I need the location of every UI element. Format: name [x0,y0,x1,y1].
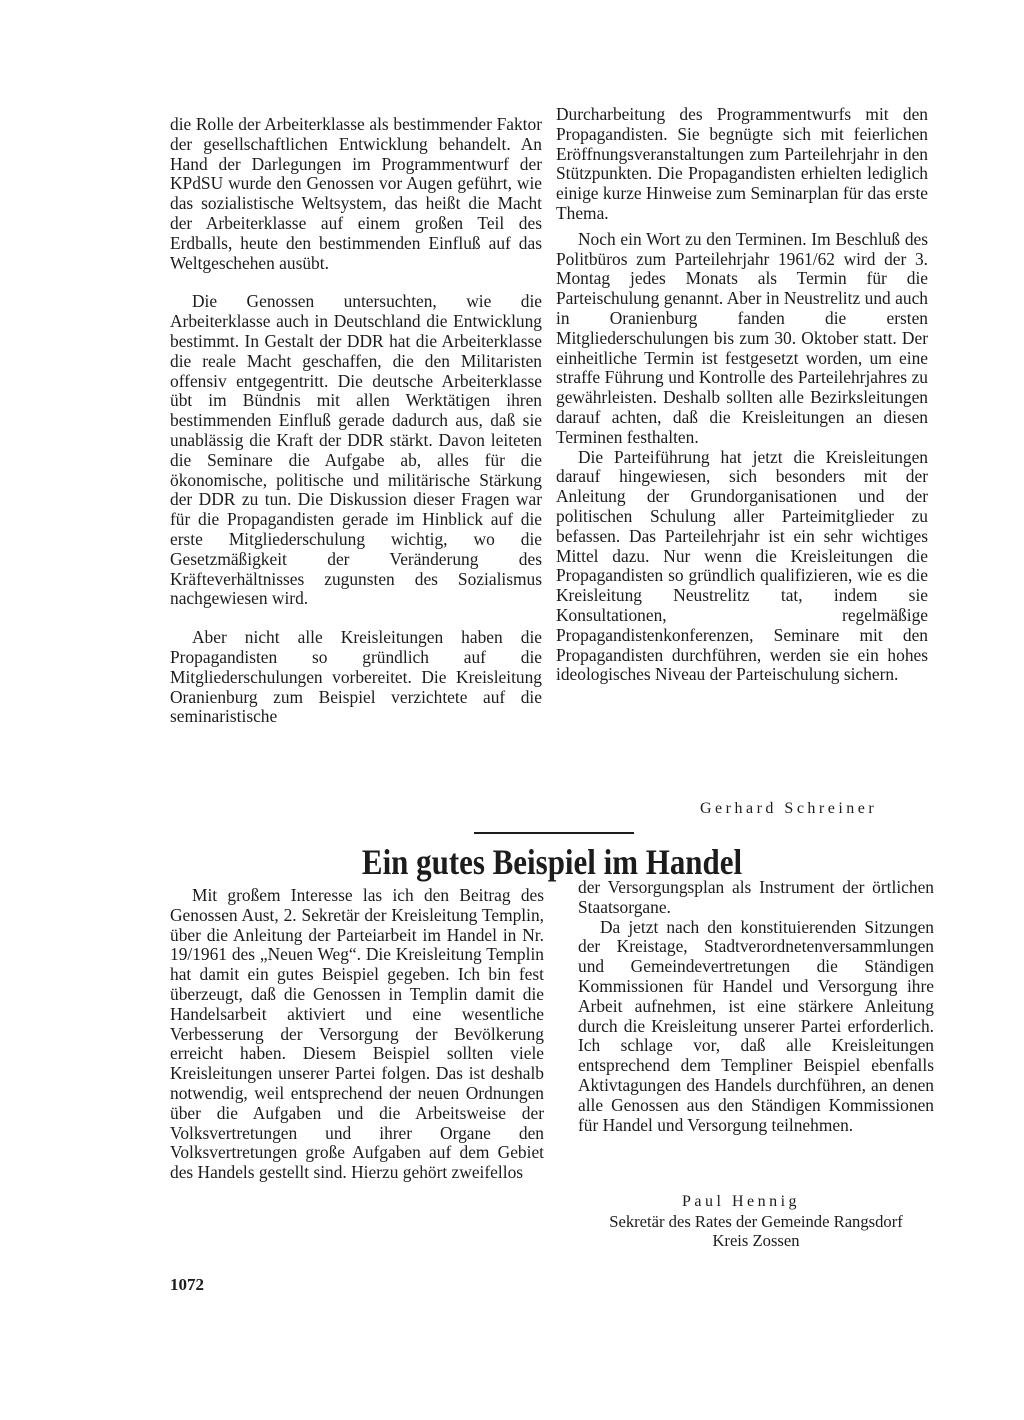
article-two-column-left [170,886,544,1183]
article-headline: Ein gutes Beispiel im Handel [361,842,743,882]
paragraph: Aber nicht alle Kreisleitungen haben die Propagandisten so gründlich auf die Mitgliederschulungen vorbereitet. Die Kreisleitung Oranienburg zum Beispiel verzichtete auf die seminaristische [170,627,542,727]
paragraph: Durcharbeitung des Programmentwurfs mit den Propagandisten. Sie begnügte sich mit feierlichen Eröffnungsveranstaltungen zum Parteilehrjahr in den Stützpunkten. Die Propagandisten erhielten lediglich einige kurze Hinweise zum Seminarplan für das erste Thema. [556,104,928,223]
paragraph: der Versorgungsplan als Instrument der örtlichen Staatsorgane. [578,877,934,917]
paragraph: Die Genossen untersuchten, wie die Arbeiterklasse auch in Deutschland die Entwicklung bestimmt. In Gestalt der DDR hat die Arbeiterklasse die reale Macht geschaffen, die den Militaristen offensiv entgegentritt. Die deutsche Arbeiterklasse übt im Bündnis mit allen Werktätigen ihren bestimmenden Einfluß gerade dadurch aus, daß sie unablässig die Kraft der DDR stärkt. Davon leiteten die Seminare die Aufgabe ab, alles für die ökonomische, politische und militärische Stärkung der DDR zu tun. Die Diskussion dieser Fragen war für die Propagandisten gerade im Hinblick auf die erste Mitgliederschulung wichtig, wo die Gesetzmäßigkeit der Veränderung des Kräfteverhältnisses zugunsten des Sozialismus nachgewiesen wird. [170,291,542,609]
paragraph: Noch ein Wort zu den Terminen. Im Beschluß des Politbüros zum Parteilehrjahr 1961/62 wird der 3. Montag jedes Monats als Termin für die Parteischulung genannt. Aber in Neustrelitz und auch in Oranienburg fanden die ersten Mitgliederschulungen bis zum 30. Oktober statt. Der einheitliche Termin ist festgesetzt worden, um eine straffe Führung und Kontrolle des Parteilehrjahres zu gewährleisten. Deshalb sollten alle Bezirksleitungen darauf achten, daß die Kreisleitungen an diesen Terminen festhalten. [556,228,928,447]
paragraph: Mit großem Interesse las ich den Beitrag des Genossen Aust, 2. Sekretär der Kreisleitung Templin, über die Anleitung der Parteiarbeit im Handel in Nr. 19/1961 des „Neuen Weg“. Die Kreisleitung Templin hat damit ein gutes Beispiel gegeben. Ich bin fest überzeugt, daß die Genossen in Templin damit die Handelsarbeit aktiviert und eine wesentliche Verbesserung der Versorgung der Bevölkerung erreicht haben. Diesem Beispiel sollten viele Kreisleitungen unserer Partei folgen. Das ist deshalb notwendig, weil entsprechend der neuen Ordnungen über die Aufgaben und die Arbeitsweise der Volksvertretungen und ihrer Organe den Volksvertretungen große Aufgaben auf dem Gebiet des Handels gestellt sind. Hierzu gehört zweifellos [170,885,544,1183]
author-affiliation [578,1212,934,1250]
section-divider [474,832,634,834]
paragraph: die Rolle der Arbeiterklasse als bestimmender Faktor der gesellschaftlichen Entwicklung behandelt. An Hand der Darlegungen im Programmentwurf der KPdSU wurde den Genossen vor Augen geführt, wie das sozialistische Weltsystem, das heißt die Macht der Arbeiterklasse auf einem großen Teil des Erdballs, heute den bestimmenden Einfluß auf das Weltgeschehen ausübt. [170,114,542,273]
article-one-column-right [556,105,928,685]
paragraph: Die Parteiführung hat jetzt die Kreisleitungen darauf hingewiesen, sich besonders mit der Anleitung der Grundorganisationen und der politischen Schulung aller Parteimitglieder zu befassen. Das Parteilehrjahr ist ein sehr wichtiges Mittel dazu. Nur wenn die Kreisleitungen die Propagandisten so gründlich qualifizieren, wie es die Kreisleitung Neustrelitz tat, indem sie Konsultationen, regelmäßige Propagandistenkonferenzen, Seminare mit den Propagandisten durchführen, werden sie ein hohes ideologisches Niveau der Parteischulung sichern. [556,446,928,685]
article-two-column-right [578,878,934,1135]
paragraph: Da jetzt nach den konstituierenden Sitzungen der Kreistage, Stadtverordnetenversammlungen und Gemeindevertretungen die Ständigen Kommissionen für Handel und Versorgung ihre Arbeit aufnehmen, ist eine stärkere Anleitung durch die Kreisleitung unserer Partei erforderlich. Ich schlage vor, daß alle Kreisleitungen entsprechend dem Templiner Beispiel ebenfalls Aktivtagungen des Handels durchführen, an denen alle Genossen aus den Ständigen Kommissionen für Handel und Versorgung teilnehmen. [578,916,934,1135]
affiliation-line: Sekretär des Rates der Gemeinde Rangsdorf [609,1212,903,1231]
article-one-column-left [170,115,542,727]
author-signature: Gerhard Schreiner [700,800,878,817]
author-signature: Paul Hennig [682,1193,801,1210]
page-number: 1072 [170,1275,204,1294]
affiliation-line: Kreis Zossen [712,1231,800,1250]
